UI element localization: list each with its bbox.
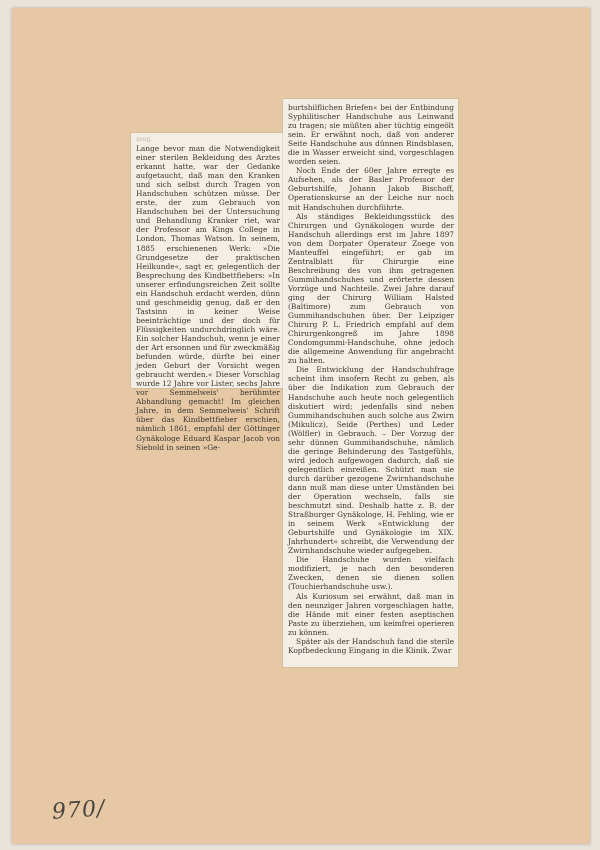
paragraph: Lange bevor man die Notwendigkeit einer sterilen Bekleidung des Arztes erkannt hatte, war der Gedanke aufgetaucht, daß man den Kranken und sich selbst durch Tragen von Handschuhen schützen müsse. Der erste, der zum Gebrauch von Handschuhen bei der Untersuchung und Behandlung Kranker riet, war der Professor am Kings College in London, Thomas Watson. In seinem, 1885 erschienenen Werk: »Die Grundgesetze der praktischen Heilkunde«, sagt er, gelegentlich der Besprechung des Kindbettfiebers: »In unserer erfindungsreichen Zeit sollte ein Handschuh erdacht werden, dünn und geschmeidig genug, daß er den Tastsinn in keiner Weise beeinträchtige und der doch für Flüssigkeiten undurchdringlich wäre. Ein solcher Handschuh, wenn je einer der Art ersonnen und für zweckmäßig befunden würde, dürfte bei einer jeden Geburt der Vorsicht wegen gebraucht werden.« Dieser Vorschlag wurde 12 Jahre vor Lister, sechs Jahre vor Semmelweis' berühmter Abhandlung gemacht! Im gleichen Jahre, in dem Semmelweis' Schrift über das Kindbettfieber erschien, nämlich 1861, empfahl der Göttinger Gynäkologe Eduard Kaspar Jacob von Siebold in seinen »Ge- [136,144,280,452]
paragraph: Später als der Handschuh fand die sterile Kopfbedeckung Eingang in die Klinik. Zwar [288,636,454,655]
paragraph: Noch Ende der 60er Jahre erregte es Aufsehen, als der Basler Professor der Geburtshilfe, Johann Jakob Bischoff, Operationskurse an der Leiche nur noch mit Handschuhen durchführte. [288,166,454,212]
clipping-right-column [283,99,458,667]
handwritten-archive-number: 970/ [51,796,107,825]
paragraph: Als ständiges Bekleidungsstück des Chirurgen und Gynäkologen wurde der Handschuh allerdings erst im Jahre 1897 von dem Dorpater Operateur Zoege von Manteuffel eingeführt; er gab im Zentralblatt für Chirurgie eine Beschreibung des von ihm getragenen Gummihandschuhes und erörterte dessen Vorzüge und Nachteile. Zwei Jahre darauf ging der Chirurg William Halsted (Baltimore) zum Gebrauch von Gummihandschuhen über. Der Leipziger Chirurg P. L. Friedrich empfahl auf dem Chirurgenkongreß im Jahre 1898 Condomgummi-Handschuhe, ohne jedoch die allgemeine Anwendung für angebracht zu halten. [288,211,454,366]
clipping-left-column [131,133,284,452]
paragraph: Als Kuriosum sei erwähnt, daß man in den neunziger Jahren vorgeschlagen hatte, die Hände mit einer festen aseptischen Paste zu überziehen, um keimfrei operieren zu können. [288,591,454,637]
paper-sheet [12,8,590,844]
paragraph: Die Handschuhe wurden vielfach modifiziert, je nach den besonderen Zwecken, denen sie dienen sollen (Touchierhandschuhe usw.). [288,555,454,592]
paragraph: Die Entwicklung der Handschuhfrage scheint ihm insofern Recht zu geben, als über die Indikation zum Gebrauch der Handschuhe auch heute noch gelegentlich diskutiert wird; jedenfalls sind neben Gummihandschuhen auch solche aus Zwirn (Mikulicz), Seide (Perthes) und Leder (Wölfler) in Gebrauch. – Der Vorzug der sehr dünnen Gummihandschuhe, nämlich die geringe Behinderung des Tastgefühls, wird jedoch aufgewogen dadurch, daß sie gelegentlich einreißen. Schützt man sie durch darüber gezogene Zwirnhandschuhe dann muß man diese unter Umständen bei der Operation wechseln, falls sie beschmutzt sind. Deshalb hatte z. B. der Straßburger Gynäkologe, H. Fehling, wie er in seinem Werk »Entwicklung der Geburtshilfe und Gynäkologie im XIX. Jahrhundert« schreibt, die Verwendung der Zwirnhandschuhe wieder aufgegeben. [288,365,454,556]
paragraph: burtshilflichen Briefen« bei der Entbindung Syphilitischer Handschuhe aus Leinwand zu tragen; sie müßten aber tüchtig eingeölt sein. Er erwähnt noch, daß von anderer Seite Handschuhe aus dünnen Rindsblasen, die in Wasser erweicht sind, vorgeschlagen worden seien. [288,103,454,167]
torn-fragment-text: zeug. [136,136,153,143]
